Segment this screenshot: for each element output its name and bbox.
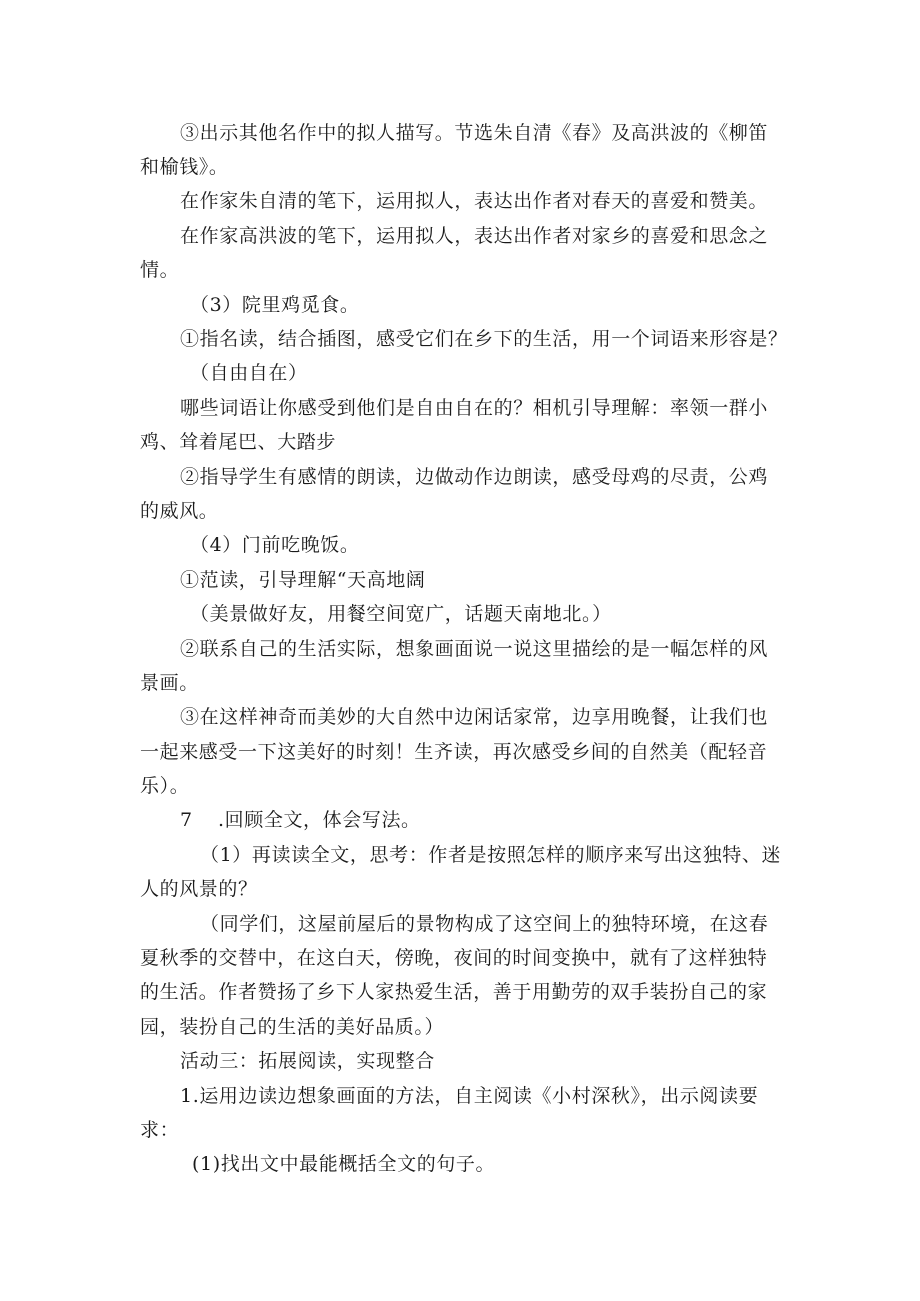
- text-line: ③在这样神奇而美妙的大自然中边闲话家常，边享用晚餐，让我们也: [180, 706, 769, 728]
- text-line: ③出示其他名作中的拟人描写。节选朱自清《春》及高洪波的《柳笛: [180, 122, 769, 144]
- text-line: 的生活。作者赞扬了乡下人家热爱生活，善于用勤劳的双手装扮自己的家: [140, 981, 768, 1003]
- text-line: （自由自在）: [190, 362, 308, 384]
- text-line: 在作家朱自清的笔下，运用拟人，表达出作者对春天的喜爱和赞美。: [180, 190, 769, 212]
- text-line: ①指名读，结合插图，感受它们在乡下的生活，用一个词语来形容是？: [180, 328, 788, 350]
- text-line: ②联系自己的生活实际，想象画面说一说这里描绘的是一幅怎样的风: [180, 638, 769, 660]
- text-line: 在作家高洪波的笔下，运用拟人，表达出作者对家乡的喜爱和思念之: [180, 225, 769, 247]
- text-line: 鸡、耸着尾巴、大踏步: [140, 431, 337, 453]
- text-line: 哪些词语让你感受到他们是自由自在的？相机引导理解：率领一群小: [180, 397, 769, 419]
- text-line: （1）再读读全文，思考：作者是按照怎样的顺序来写出这独特、迷: [200, 844, 782, 866]
- section-title: .回顾全文，体会写法。: [218, 809, 421, 831]
- subsection-heading: （4）门前吃晚饭。: [190, 534, 360, 556]
- text-line: ①范读，引导理解“天高地阔: [180, 569, 426, 591]
- section-heading-7: [180, 808, 421, 832]
- text-line: 景画。: [140, 672, 199, 694]
- text-line: （同学们，这屋前屋后的景物构成了这空间上的独特环境，在这春: [200, 913, 769, 935]
- section-number: 7: [180, 809, 193, 831]
- text-line: ②指导学生有感情的朗读，边做动作边朗读，感受母鸡的尽责，公鸡: [180, 466, 769, 488]
- text-line: (1)找出文中最能概括全文的句子。: [192, 1153, 496, 1175]
- text-line: 乐）。: [140, 775, 190, 797]
- text-line: 1.运用边读边想象画面的方法，自主阅读《小村深秋》，出示阅读要: [180, 1085, 759, 1107]
- text-line: 情。: [140, 259, 180, 281]
- text-line: 求：: [140, 1119, 180, 1141]
- activity-heading: 活动三：拓展阅读，实现整合: [180, 1050, 435, 1072]
- text-line: 园，装扮自己的生活的美好品质。）: [140, 1016, 445, 1038]
- text-line: 一起来感受一下这美好的时刻！生齐读，再次感受乡间的自然美（配轻音: [140, 741, 768, 763]
- text-line: 人的风景的？: [140, 878, 258, 900]
- text-line: 夏秋季的交替中，在这白天，傍晚，夜间的时间变换中，就有了这样独特: [140, 947, 768, 969]
- text-line: 和榆钱》。: [140, 156, 229, 178]
- text-line: 的威风。: [140, 500, 219, 522]
- text-line: （美景做好友，用餐空间宽广，话题天南地北。）: [190, 603, 612, 625]
- subsection-heading: （3）院里鸡觅食。: [190, 294, 360, 316]
